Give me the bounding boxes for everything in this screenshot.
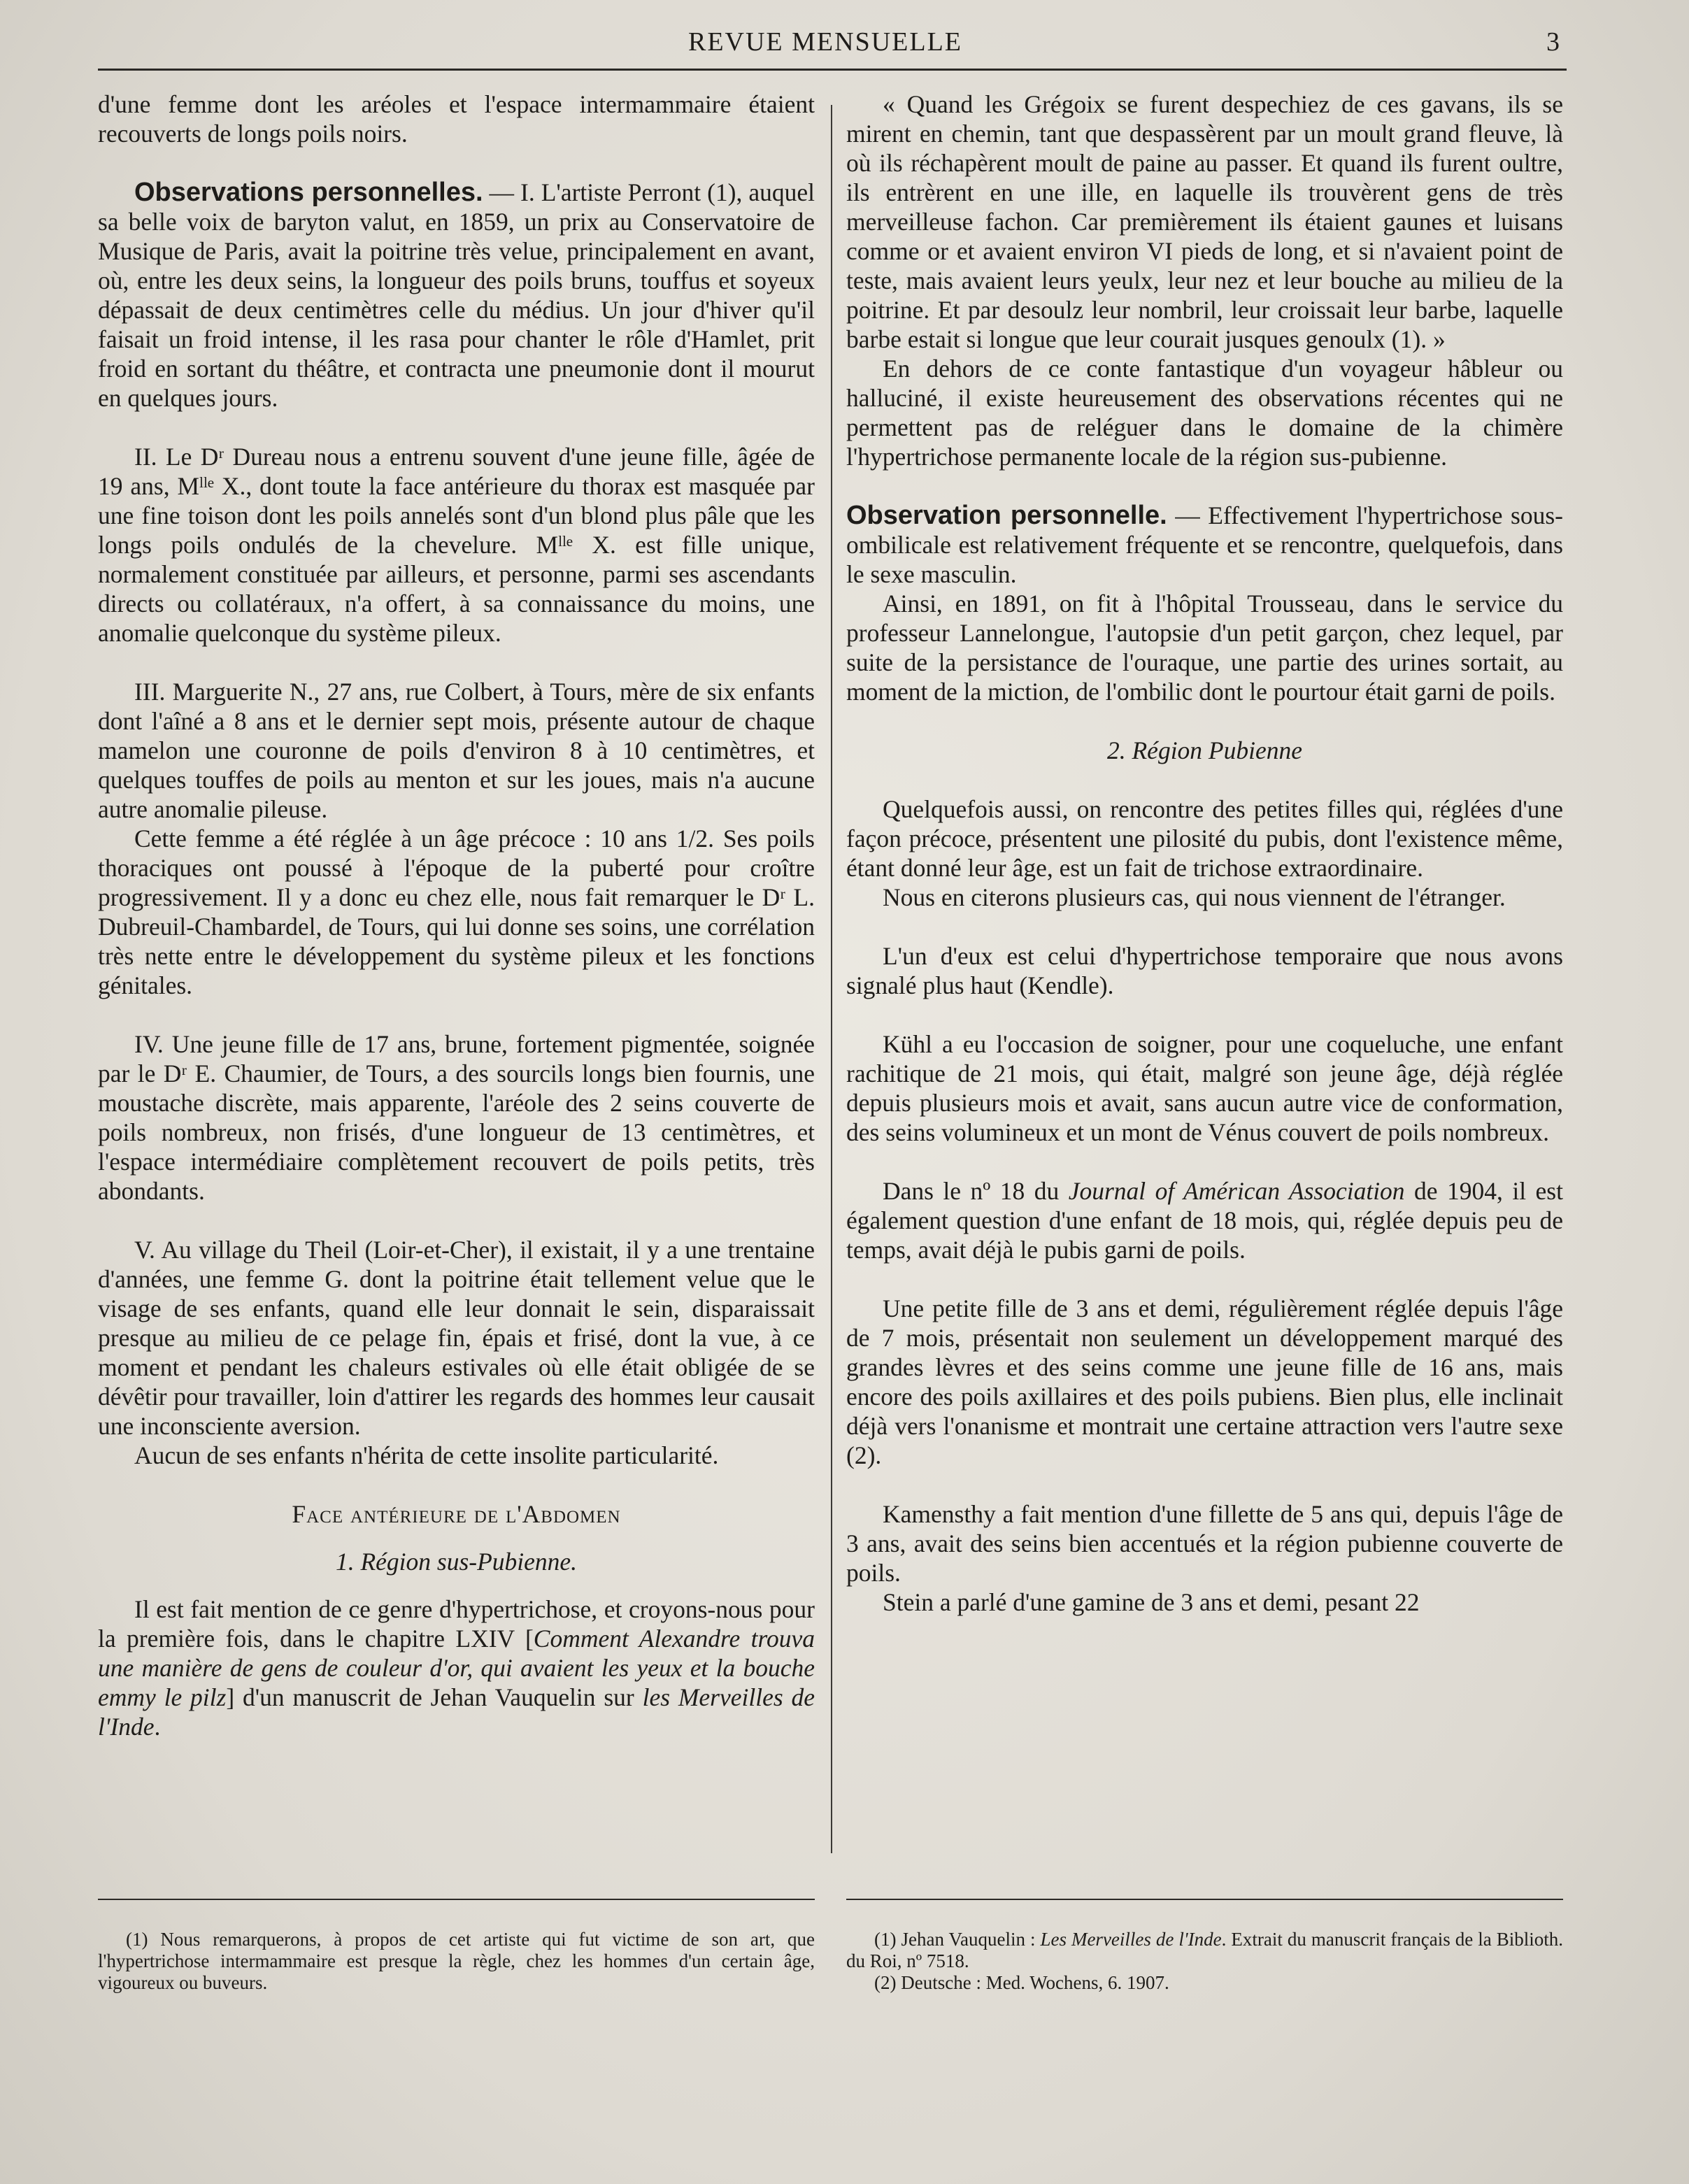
header-rule (98, 69, 1567, 71)
paragraph-journal (846, 1176, 1563, 1264)
footnote-1 (846, 1929, 1563, 1972)
subsection-heading-1: 1. Région sus-Pubienne. (335, 1548, 578, 1576)
footnotes-left (98, 1929, 815, 1994)
observation-ii: II. Le Dʳ Dureau nous a entrenu souvent d'une jeune fille, âgée de 19 ans, Mˡˡᵉ X., dont toute la face antérieure du thorax est masquée par une fine toison dont les poils annelés sont d'un blond plus pâle que les longs poils ondulés de la chevelure. Mˡˡᵉ X. est fille unique, normalement constituée par ailleurs, et personne, parmi ses ascendants directs ou collatéraux, n'a offert, à sa connaissance du moins, une anomalie quelconque du système pileux. (98, 443, 815, 647)
text-run: . (154, 1713, 161, 1741)
observation-v: V. Au village du Theil (Loir-et-Cher), il existait, il y a une trentaine d'années, une femme G. dont la poitrine était tellement velue que le visage de ses enfants, quand elle leur donnait le sein, disparaissait presque au milieu de ce pelage fin, épais et frisé, dont la vue, à ce moment et pendant les chaleurs estivales où elle était obligée de se dévêtir pour travailler, loin d'attirer les regards des hommes leur causait une inconsciente aversion. (98, 1236, 815, 1440)
observation-v-cont: Aucun de ses enfants n'hérita de cette insolite particularité. (134, 1441, 719, 1469)
observations-paragraph (98, 178, 815, 413)
paragraph: L'un d'eux est celui d'hypertrichose temporaire que nous avons signalé plus haut (Kendle). (846, 942, 1563, 999)
footnote: (1) Nous remarquerons, à propos de cet artiste qui fut victime de son art, que l'hypertrichose intermammaire est presque la règle, chez les hommes d'un certain âge, vigoureux ou buveurs. (98, 1929, 815, 1993)
text-run: . Extrait du manuscrit français de la Biblioth. du Roi, nº 7518. (846, 1929, 1563, 1971)
running-title: REVUE MENSUELLE (687, 27, 963, 57)
column-divider (831, 105, 832, 1853)
paragraph: Stein a parlé d'une gamine de 3 ans et demi, pesant 22 (883, 1588, 1420, 1616)
paragraph: Nous en citerons plusieurs cas, qui nous viennent de l'étranger. (883, 883, 1506, 911)
footnote-rule-right (846, 1899, 1563, 1900)
text-run: Il est fait mention de ce genre d'hypertrichose, et croyons-nous pour la première fois, dans le chapitre LXIV [ (98, 1595, 815, 1653)
text-run: (1) Jehan Vauquelin : (874, 1929, 1041, 1950)
paragraph: Kühl a eu l'occasion de soigner, pour une coqueluche, une enfant rachitique de 21 mois, qui était, malgré son jeune âge, déjà réglée depuis plusieurs mois et avait, sans aucun autre vice de conformation, des seins volumineux et un mont de Vénus couvert de poils nombreux. (846, 1030, 1563, 1146)
observation-heading: Observation personnelle. (846, 501, 1167, 530)
right-column (846, 90, 1563, 1617)
italic-title: les Merveilles de l'Inde (98, 1683, 815, 1741)
footnote-rule-left (98, 1899, 815, 1900)
text-run: ] d'un manuscrit de Jehan Vauquelin sur (226, 1683, 643, 1711)
paragraph: Kamensthy a fait mention d'une fillette de 5 ans qui, depuis l'âge de 3 ans, avait des seins bien accentués et la région pubienne couverte de poils. (846, 1500, 1563, 1587)
page-number: 3 (1546, 27, 1560, 57)
footnotes-right (846, 1929, 1563, 1994)
paragraph: d'une femme dont les aréoles et l'espace intermammaire étaient recouverts de longs poils noirs. (98, 90, 815, 148)
observation-text: — Effectivement l'hypertrichose sous-ombilicale est relativement fréquente et se rencontre, quelquefois, dans le sexe masculin. (846, 501, 1563, 588)
left-column (98, 90, 815, 1741)
italic-title: Journal of Américan Association (1068, 1177, 1405, 1205)
text-run: de 1904, il est également question d'une enfant de 18 mois, qui, réglée depuis peu de temps, avait déjà le pubis garni de poils. (846, 1177, 1563, 1264)
paragraph: En dehors de ce conte fantastique d'un voyageur hâbleur ou halluciné, il existe heureusement des observations récentes qui ne permettent pas de reléguer dans le domaine de la chimère l'hypertrichose permanente locale de la région sus-pubienne. (846, 355, 1563, 471)
subsection-heading-2: 2. Région Pubienne (1107, 736, 1302, 764)
observations-heading: Observations personnelles. (134, 178, 483, 207)
section-heading (98, 1499, 815, 1529)
observation-iv: IV. Une jeune fille de 17 ans, brune, fortement pigmentée, soignée par le Dʳ E. Chaumier, de Tours, a des sourcils longs bien fournis, une moustache discrète, mais apparente, l'aréole des 2 seins couverte de poils nombreux, non frisés, d'une longueur de 13 centimètres, et l'espace intermédiaire complètement recouvert de poils petits, très abondants. (98, 1030, 815, 1205)
section-heading-text: Face antérieure de l'Abdomen (292, 1500, 621, 1528)
italic-title: Les Merveilles de l'Inde (1040, 1929, 1222, 1950)
footnote-2: (2) Deutsche : Med. Wochens, 6. 1907. (874, 1972, 1169, 1993)
observation-paragraph (846, 501, 1563, 589)
paragraph: Une petite fille de 3 ans et demi, régulièrement réglée depuis l'âge de 7 mois, présentait non seulement un développement marqué des grandes lèvres et des seins comme une jeune fille de 16 ans, mais encore des poils axillaires et des poils pubiens. Bien plus, elle inclinait déjà vers l'onanisme et montrait une certaine attraction vers l'autre sexe (2). (846, 1294, 1563, 1469)
italic-title: Comment Alexandre trouva une manière de gens de couleur d'or, qui avaient les yeux et la bouche emmy le pilz (98, 1625, 815, 1711)
text-run: Dans le nº 18 du (883, 1177, 1069, 1205)
observations-text: — I. L'artiste Perront (1), auquel sa belle voix de baryton valut, en 1859, un prix au Conservatoire de Musique de Paris, avait la poitrine très velue, principalement en avant, où, entre les deux seins, la longueur des poils bruns, touffus et soyeux dépassait de deux centimètres celle du médius. Un jour d'hiver qu'il faisait un froid intense, il les rasa pour chanter le rôle d'Hamlet, prit froid en sortant du théâtre, et contracta une pneumonie dont il mourut en quelques jours. (98, 178, 815, 412)
page-header (91, 21, 1560, 63)
paragraph: Quelquefois aussi, on rencontre des petites filles qui, réglées d'une façon précoce, présentent une pilosité du pubis, dont l'existence même, étant donné leur âge, est un fait de trichose extraordinaire. (846, 795, 1563, 882)
quote-paragraph: « Quand les Grégoix se furent despechiez de ces gavans, ils se mirent en chemin, tant que despassèrent par un moult grand fleuve, là où ils réchapèrent moult de paine au passer. Et quand ils furent oultre, ils entrèrent en une ille, en laquelle ils trouvèrent gens de très merveilleuse fachon. Car premièrement ils étaient gaunes et luisans comme or et avaient environ VI pieds de long, et si n'avaient point de teste, mais avaient leurs yeulx, leur nez et leur bouche au milieu de la poitrine. Et par desoulz leur nombril, leur croissait leur barbe, laquelle barbe estait si longue que leur courait jusques genoulx (1). » (846, 90, 1563, 353)
paragraph-manuscript (98, 1594, 815, 1741)
observation-iii-cont: Cette femme a été réglée à un âge précoce : 10 ans 1/2. Ses poils thoraciques ont poussé à l'époque de la puberté pour croître progressivement. Il y a donc eu chez elle, nous fait remarquer le Dʳ L. Dubreuil-Chambardel, de Tours, qui lui donne ses soins, une corrélation très nette entre le développement du système pileux et les fonctions génitales. (98, 825, 815, 999)
observation-iii: III. Marguerite N., 27 ans, rue Colbert, à Tours, mère de six enfants dont l'aîné a 8 ans et le dernier sept mois, présente autour de chaque mamelon une couronne de poils d'environ 8 à 10 centimètres, et quelques touffes de poils au menton et sur les joues, mais n'a aucune autre anomalie pileuse. (98, 678, 815, 823)
paragraph: Ainsi, en 1891, on fit à l'hôpital Trousseau, dans le service du professeur Lannelongue, l'autopsie d'un petit garçon, chez lequel, par suite de la persistance de l'ouraque, une partie des urines sortait, au moment de la miction, de l'ombilic dont le pourtour était garni de poils. (846, 590, 1563, 706)
